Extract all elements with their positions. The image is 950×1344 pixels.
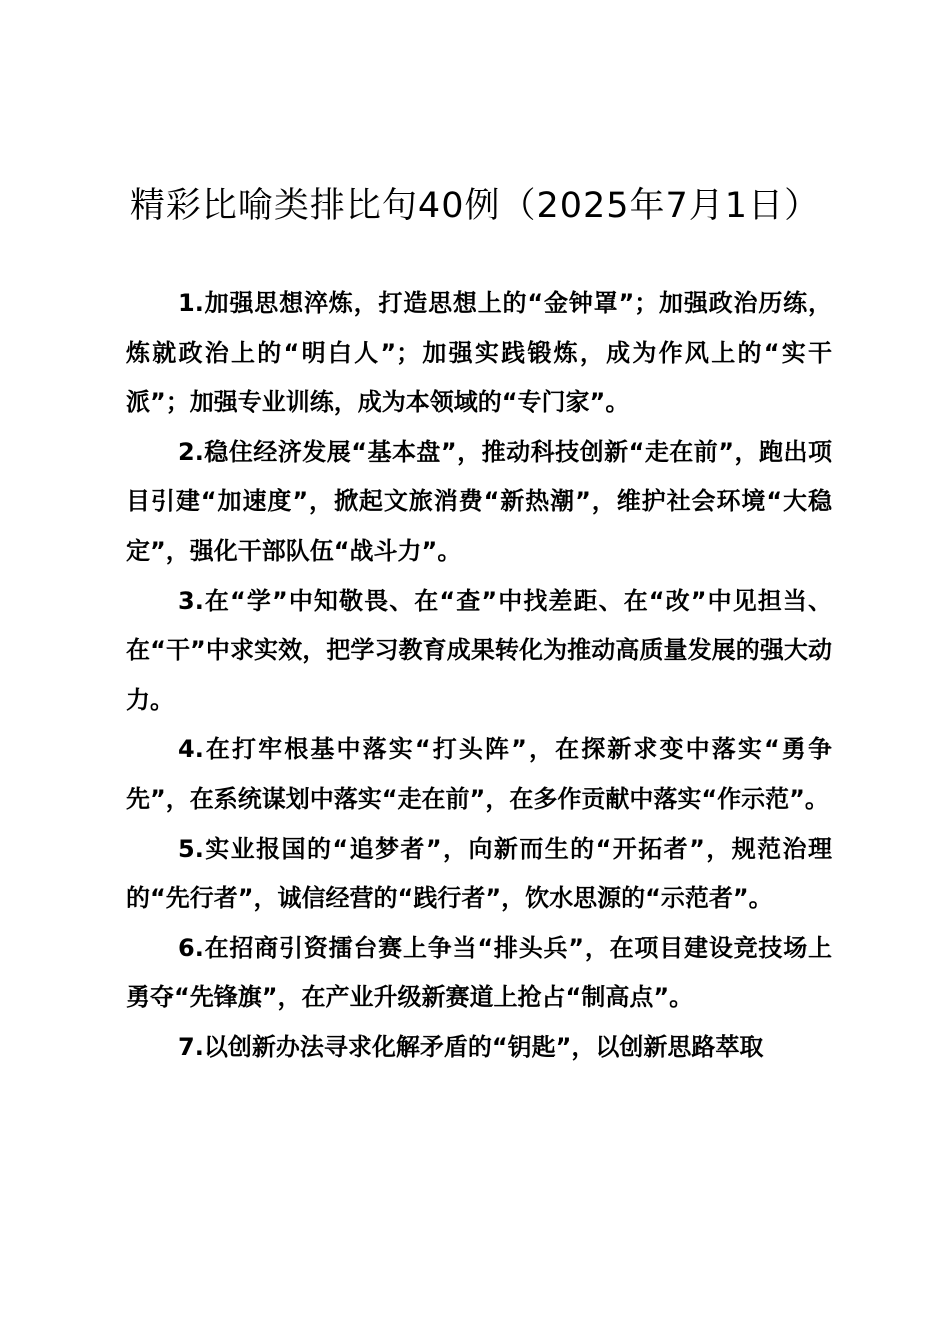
paragraph-5: 5.实业报国的“追梦者”，向新而生的“开拓者”，规范治理的“先行者”，诚信经营的“践行者”，饮水思源的“示范者”。	[126, 834, 832, 913]
document-title: 精彩比喻类排比句40例（2025年7月1日）	[129, 186, 821, 226]
paragraph-3: 3.在“学”中知敬畏、在“查”中找差距、在“改”中见担当、在“干”中求实效，把学习教育成果转化为推动高质量发展的强大动力。	[126, 586, 832, 714]
paragraph-7: 7.以创新办法寻求化解矛盾的“钥匙”，以创新思路萃取	[178, 1032, 764, 1061]
paragraph-2: 2.稳住经济发展“基本盘”，推动科技创新“走在前”，跑出项目引建“加速度”，掀起文旅消费“新热潮”，维护社会环境“大稳定”，强化干部队伍“战斗力”。	[126, 437, 832, 565]
paragraph-6: 6.在招商引资擂台赛上争当“排头兵”，在项目建设竞技场上勇夺“先锋旗”，在产业升级新赛道上抢占“制高点”。	[126, 933, 832, 1012]
document-body	[126, 279, 832, 1073]
paragraph-4: 4.在打牢根基中落实“打头阵”，在探新求变中落实“勇争先”，在系统谋划中落实“走在前”，在多作贡献中落实“作示范”。	[126, 735, 832, 813]
paragraph-1: 1.加强思想淬炼，打造思想上的“金钟罩”；加强政治历练，炼就政治上的“明白人”；加强实践锻炼，成为作风上的“实干派”；加强专业训练，成为本领域的“专门家”。	[126, 289, 832, 417]
